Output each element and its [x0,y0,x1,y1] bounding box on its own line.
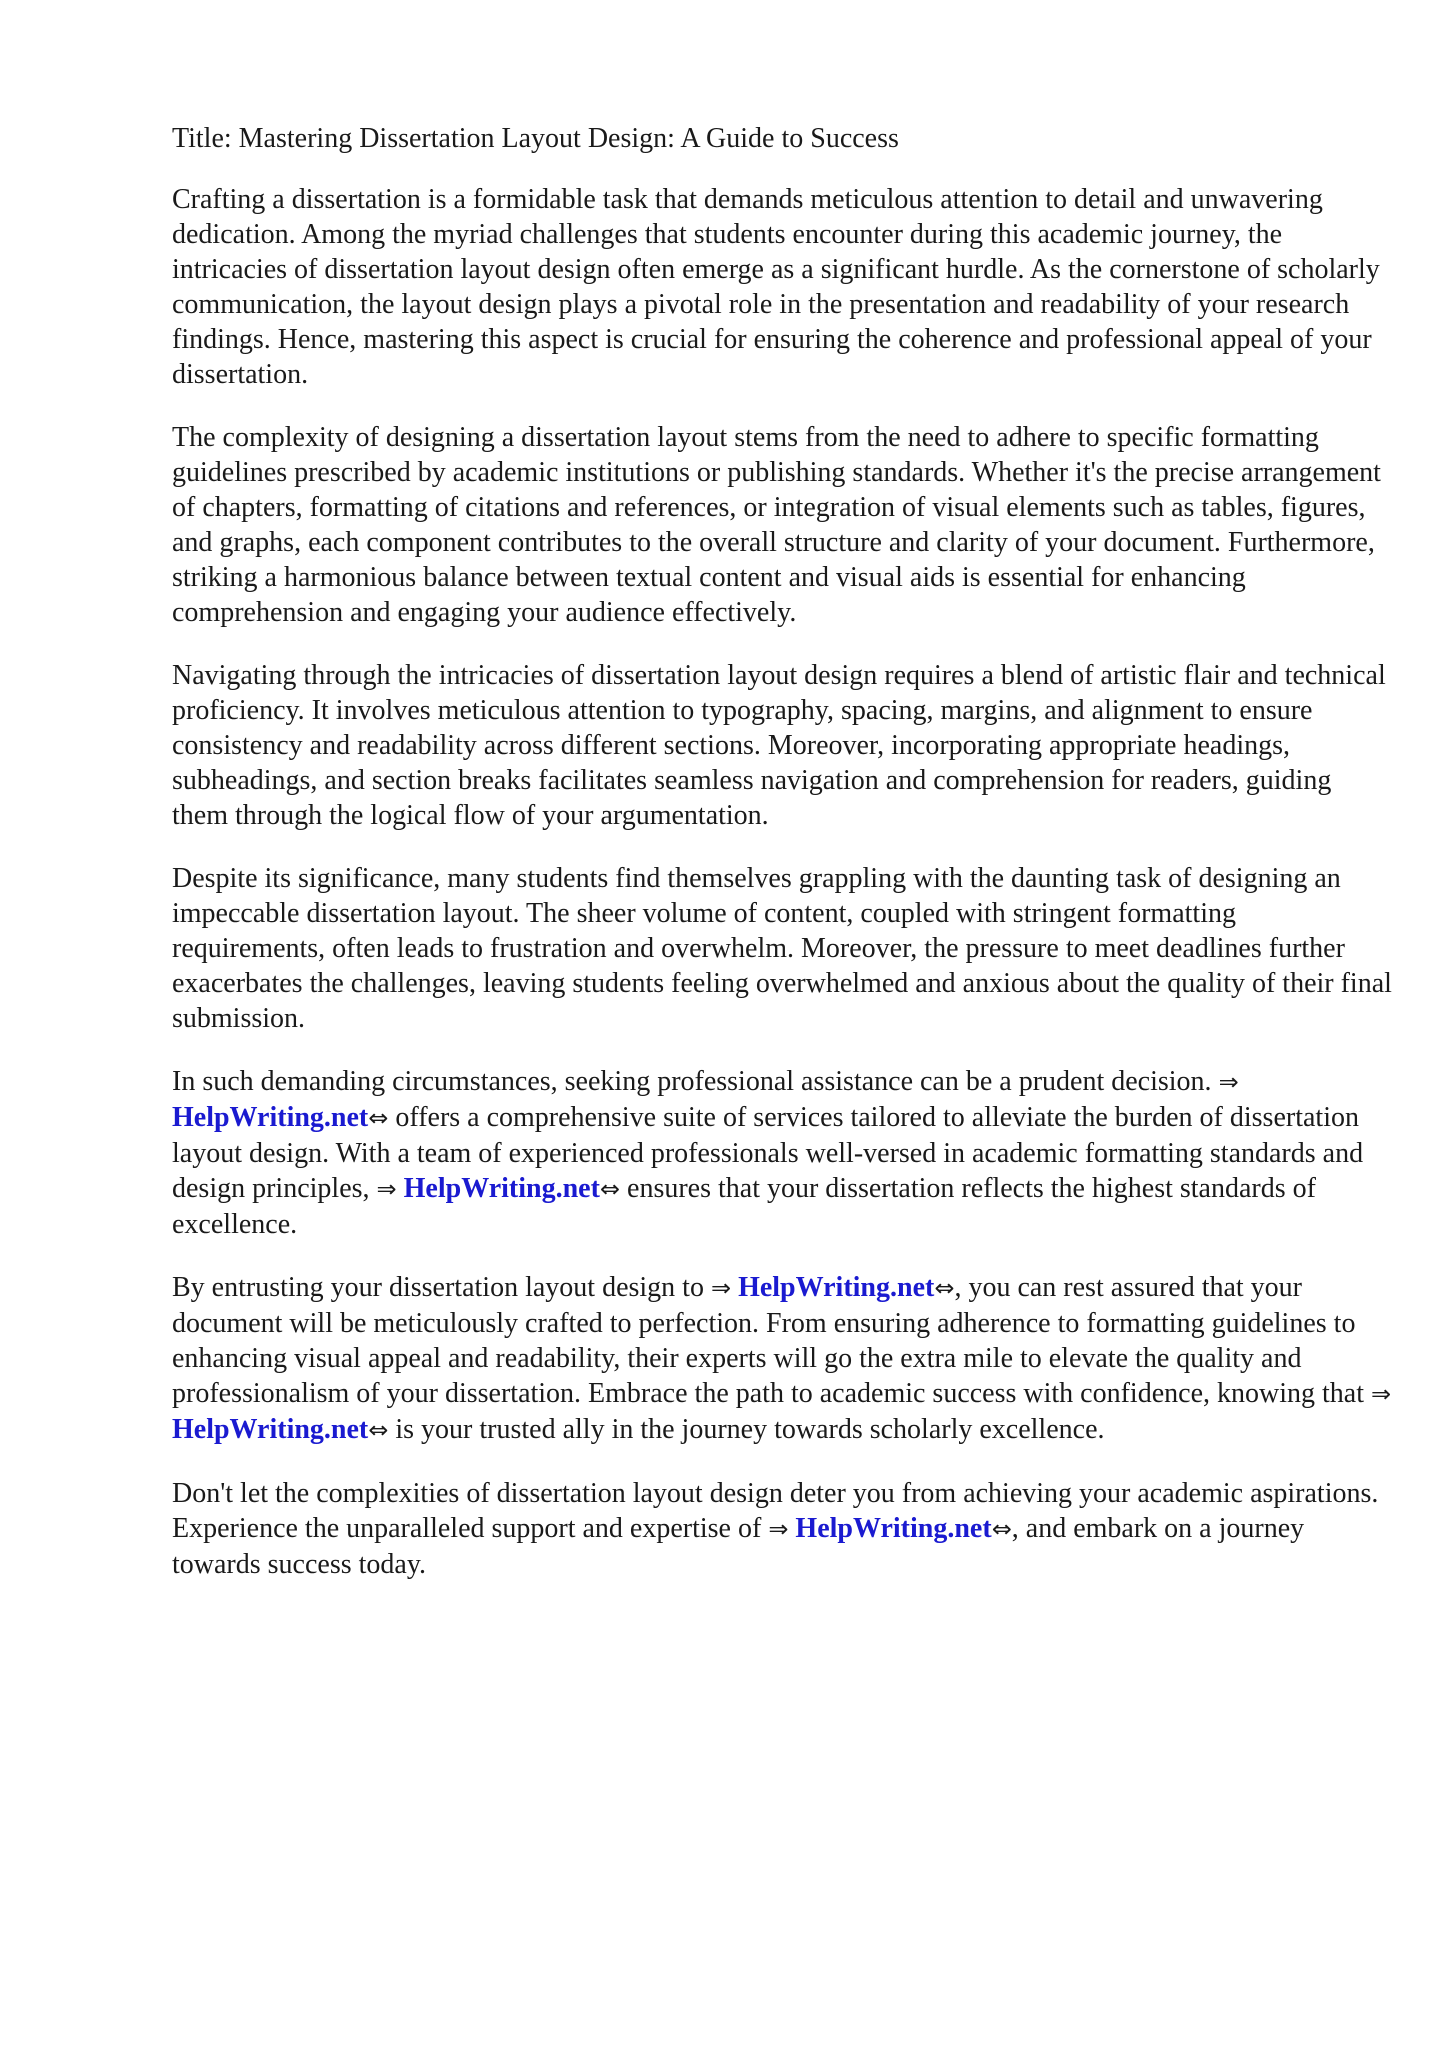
paragraph-text: , you can rest assured that your document will be meticulously crafted to perfection. From ensuring adherence to formatting guidelines to enhancing visual appeal and readability, their experts will go the extra mile to elevate the quality and professionalism of your dissertation. Embrace the path to academic success with confidence, knowing that [172,1272,1371,1409]
helpwriting-link[interactable]: HelpWriting.net [403,1173,600,1204]
paragraph-entrusting [172,1270,1392,1448]
paragraph-text: ensures that your dissertation reflects the highest standards of excellence. [172,1173,1316,1240]
document-body [172,121,1392,1610]
arrow-right-icon: ⇒ [710,1274,732,1302]
paragraph-text: , and embark on a journey towards success today. [172,1513,1305,1580]
paragraph-challenges: Despite its significance, many students find themselves grappling with the daunting task of designing an impeccable dissertation layout. The sheer volume of content, coupled with stringent formatting requirements, often leads to frustration and overwhelm. Moreover, the pressure to meet deadlines further exacerbates the challenges, leaving students feeling overwhelmed and anxious about the quality of their final submission. [172,863,1392,1034]
helpwriting-link[interactable]: HelpWriting.net [172,1102,369,1133]
paragraph-text: In such demanding circumstances, seeking professional assistance can be a prudent decision. [172,1066,1219,1097]
paragraph-complexity: The complexity of designing a dissertation layout stems from the need to adhere to specific formatting guidelines prescribed by academic institutions or publishing standards. Whether it's the precise arrangement of chapters, formatting of citations and references, or integration of visual elements such as tables, figures, and graphs, each component contributes to the overall structure and clarity of your document. Furthermore, striking a harmonious balance between textual content and visual aids is essential for enhancing comprehension and engaging your audience effectively. [172,422,1381,628]
arrow-right-icon: ⇒ [376,1175,397,1203]
arrow-right-icon: ⇒ [1370,1380,1392,1408]
arrow-both-icon: ⇔ [368,1104,389,1132]
helpwriting-link[interactable]: HelpWriting.net [738,1272,935,1303]
helpwriting-link[interactable]: HelpWriting.net [172,1414,369,1445]
arrow-right-icon: ⇒ [768,1515,789,1543]
arrow-both-icon: ⇔ [368,1416,389,1444]
paragraph-text: Don't let the complexities of dissertation layout design deter you from achieving your academic aspirations. Experience the unparalleled support and expertise of [172,1478,1379,1544]
arrow-both-icon: ⇔ [991,1515,1012,1543]
paragraph-assistance [172,1064,1392,1242]
paragraph-navigating: Navigating through the intricacies of dissertation layout design requires a blend of artistic flair and technical proficiency. It involves meticulous attention to typography, spacing, margins, and alignment to ensure consistency and readability across different sections. Moreover, incorporating appropriate headings, subheadings, and section breaks facilitates seamless navigation and comprehension for readers, guiding them through the logical flow of your argumentation. [172,660,1386,831]
arrow-right-icon: ⇒ [1218,1068,1239,1096]
paragraph-conclusion [172,1476,1392,1582]
paragraph-text: is your trusted ally in the journey towards scholarly excellence. [388,1414,1105,1445]
document-title: Title: Mastering Dissertation Layout Design: A Guide to Success [172,123,899,154]
arrow-both-icon: ⇔ [599,1175,621,1203]
helpwriting-link[interactable]: HelpWriting.net [795,1513,992,1544]
paragraph-text: offers a comprehensive suite of services tailored to alleviate the burden of dissertation layout design. With a team of experienced professionals well-versed in academic formatting standards and design principles, [172,1102,1364,1204]
paragraph-intro: Crafting a dissertation is a formidable task that demands meticulous attention to detail and unwavering dedication. Among the myriad challenges that students encounter during this academic journey, the intricacies of dissertation layout design often emerge as a significant hurdle. As the cornerstone of scholarly communication, the layout design plays a pivotal role in the presentation and readability of your research findings. Hence, mastering this aspect is crucial for ensuring the coherence and professional appeal of your dissertation. [172,184,1380,390]
paragraph-text: By entrusting your dissertation layout design to [172,1272,711,1303]
arrow-both-icon: ⇔ [934,1274,955,1302]
